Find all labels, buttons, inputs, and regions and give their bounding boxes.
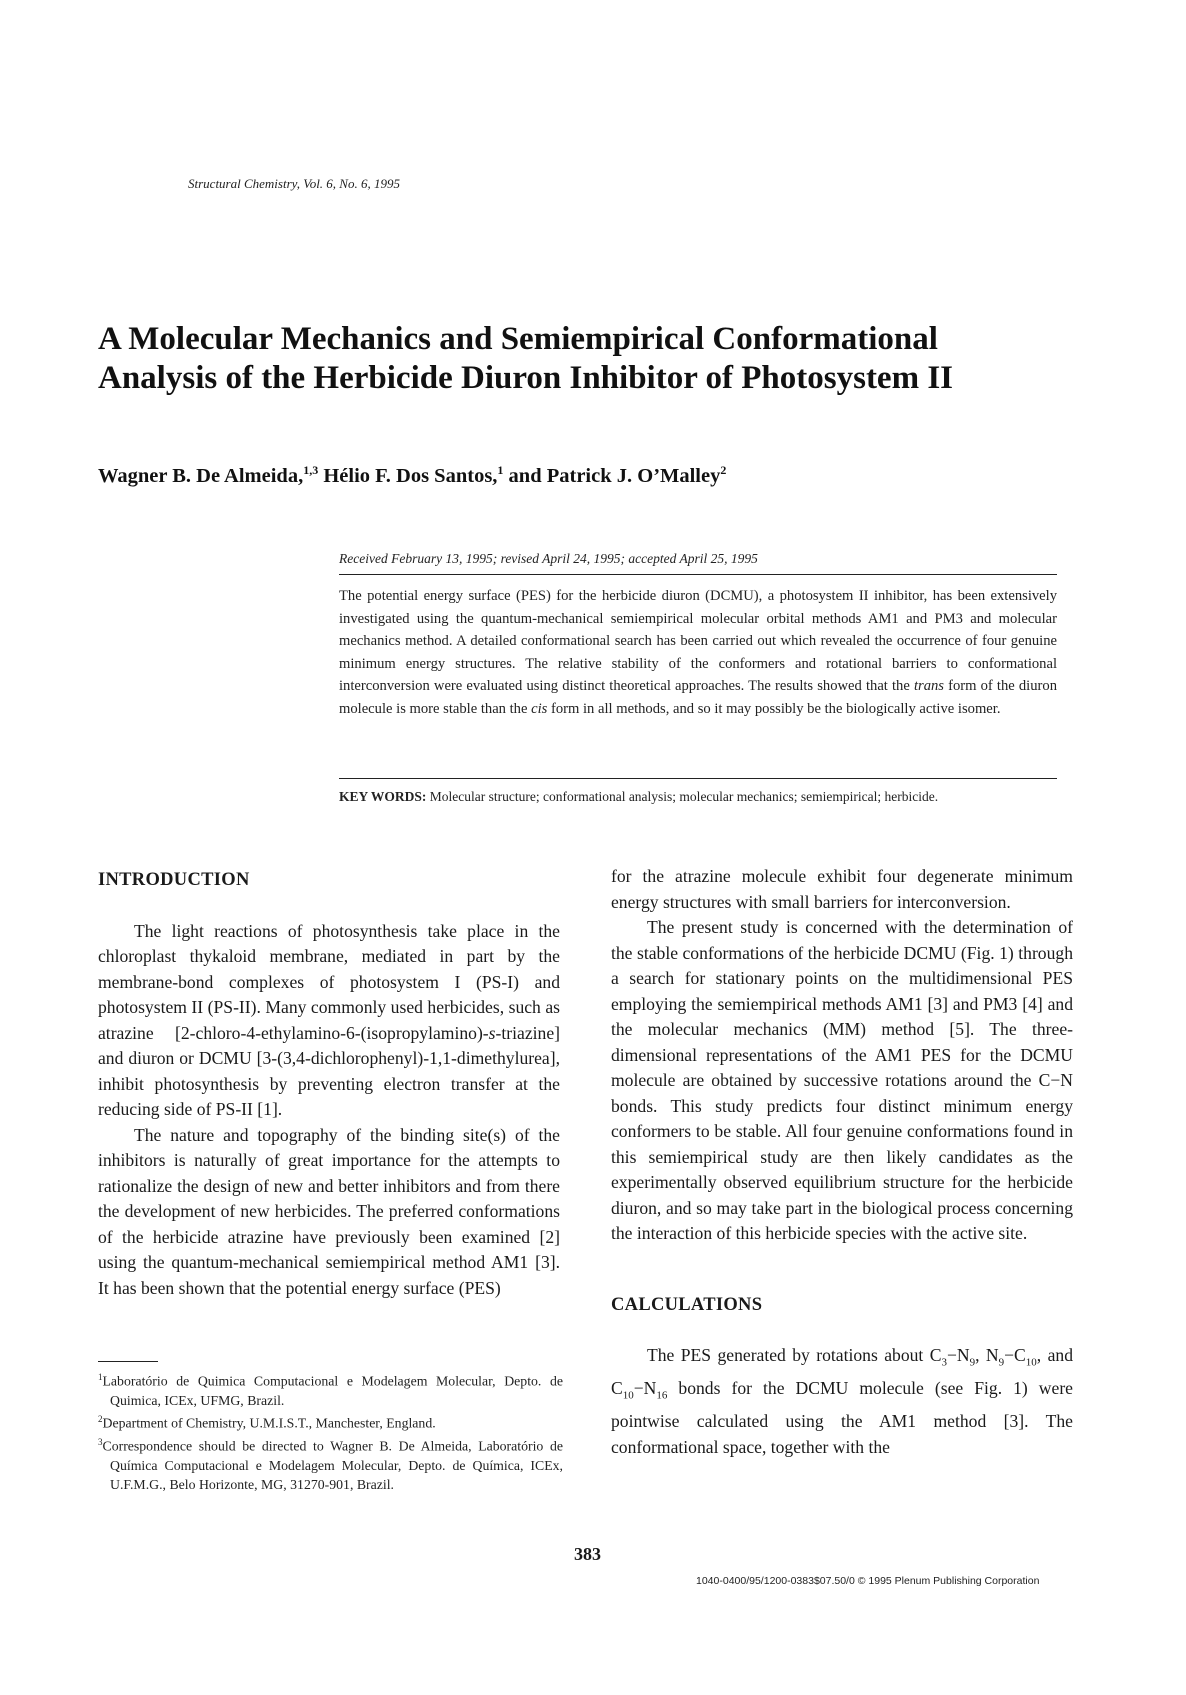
author-list: [98, 463, 726, 488]
received-dates: Received February 13, 1995; revised April 24, 1995; accepted April 25, 1995: [339, 551, 758, 566]
intro-paragraph-2: The nature and topography of the binding site(s) of the inhibitors is naturally of great importance for the attempts to rationalize the design of new and better inhibitors and from there the development of new herbicides. The preferred conformations of the herbicide atrazine have previously been examined [2] using the quantum-mechanical semiempirical method AM1 [3]. It has been shown that the potential energy surface (PES): [98, 1124, 560, 1298]
calc-sub-3: 9: [998, 1356, 1005, 1369]
abstract-trans: trans: [913, 678, 944, 694]
footnote-2-text: Department of Chemistry, U.M.I.S.T., Manchester, England.: [102, 1415, 436, 1431]
author-2: Hélio F. Dos Santos,: [323, 464, 498, 487]
abstract-text-3: form in all methods, and so it may possibly be the biologically active isomer.: [550, 700, 1001, 717]
abstract-text-1: The potential energy surface (PES) for the herbicide diuron (DCMU), a photosystem II inhibitor, has been extensively investigated using the quantum-mechanical semiempirical molecular orbital methods AM1 and PM3 and molecular mechanics method. A detailed conformational search has been carried out which revealed the occurrence of four genuine minimum energy structures. The relative stability of the conformers and rotational barriers to conformational interconversion were evaluated using distinct theoretical approaches. The results showed that the: [339, 588, 1057, 694]
footnote-rule: [98, 1361, 158, 1362]
intro-p1-text-a: The light reactions of photosynthesis take place in the chloroplast thykaloid membrane, mediated in part by the membrane-bond complexes of photosystem I (PS-I) and photosystem II (PS-II). Many commonly used herbicides, such as atrazine [2-chloro-4-ethylamino-6-(isopropylamino)-: [98, 920, 560, 1043]
calculations-paragraph-1: [611, 1343, 1073, 1460]
calc-sub-6: 16: [656, 1389, 668, 1402]
right-column: [611, 864, 1073, 1460]
journal-citation: Structural Chemistry, Vol. 6, No. 6, 1995: [188, 176, 400, 191]
calc-sub-2: 9: [969, 1356, 976, 1369]
left-column: [98, 868, 560, 1301]
author-2-affiliation: 1: [497, 463, 504, 477]
intro-p1-italic-s: s: [488, 1022, 496, 1043]
footnote-3: [98, 1433, 563, 1494]
author-3-affiliation: 2: [720, 463, 727, 477]
author-3: and Patrick J. O’Malley: [508, 464, 721, 487]
calc-sub-4: 10: [1025, 1356, 1037, 1369]
calc-text-1: The PES generated by rotations about C: [647, 1345, 942, 1365]
abstract-top-rule: [339, 574, 1057, 575]
calculations-heading: CALCULATIONS: [611, 1294, 763, 1315]
calc-text-7: bonds for the DCMU molecule (see Fig. 1) were pointwise calculated using the AM1 method [3]. The conformational space, together with the: [611, 1378, 1073, 1457]
abstract-text-2: form of the diuron molecule is more stable than the: [339, 678, 1057, 717]
calc-text-3: , N: [975, 1345, 999, 1365]
footnote-1: [98, 1368, 563, 1410]
keywords-text: Molecular structure; conformational analysis; molecular mechanics; semiempirical; herbicide.: [429, 789, 939, 804]
footnote-2-mark: 2: [98, 1414, 103, 1424]
footnotes: [98, 1368, 563, 1494]
title-line-2: Analysis of the Herbicide Diuron Inhibitor of Photosystem II: [98, 360, 954, 396]
page-number: 383: [574, 1544, 601, 1564]
keywords: [339, 787, 1057, 806]
intro-paragraph-3: for the atrazine molecule exhibit four degenerate minimum energy structures with small barriers for interconversion.: [611, 866, 1073, 912]
footnote-1-text: Laboratório de Quimica Computacional e Modelagem Molecular, Depto. de Quimica, ICEx, UFMG, Brazil.: [102, 1373, 563, 1408]
title-line-1: A Molecular Mechanics and Semiempirical Conformational: [98, 321, 938, 357]
intro-p1-text-b: -triazine] and diuron or DCMU [3-(3,4-dichlorophenyl)-1,1-dimethylurea], inhibit photosynthesis by preventing electron transfer at the reducing side of PS-II [1].: [98, 1022, 560, 1119]
footnote-3-mark: 3: [98, 1436, 103, 1447]
footnote-3-text: Correspondence should be directed to Wagner B. De Almeida, Laboratório de Química Computacional e Modelagem Molecular, Depto. de Química, ICEx, U.F.M.G., Belo Horizonte, MG, 31270-901, Brazil.: [102, 1438, 563, 1492]
footnote-2: [98, 1410, 563, 1433]
intro-paragraph-1: [98, 919, 560, 1123]
calc-text-2: −N: [946, 1345, 970, 1365]
calc-text-4: −C: [1004, 1345, 1026, 1365]
footnote-1-mark: 1: [98, 1372, 103, 1382]
calc-text-6: −N: [633, 1378, 657, 1399]
calc-sub-5: 10: [622, 1389, 634, 1402]
introduction-heading: INTRODUCTION: [98, 870, 250, 890]
calc-text-5: , and C: [611, 1345, 1074, 1399]
abstract-bottom-rule: [339, 778, 1057, 779]
intro-paragraph-4: The present study is concerned with the determination of the stable conformations of the herbicide DCMU (Fig. 1) through a search for stationary points on the multidimensional PES employing the semiempirical methods AM1 [3] and PM3 [4] and the molecular mechanics (MM) method [5]. The three-dimensional representations of the AM1 PES for the DCMU molecule are obtained by successive rotations around the C−N bonds. This study predicts four distinct minimum energy conformers to be stable. All four genuine conformations found in this semiempirical study are then likely candidates as the experimentally observed equilibrium structure for the herbicide diuron, and so may take part in the biological process concerning the interaction of this herbicide species with the active site.: [611, 917, 1073, 1243]
abstract-cis: cis: [531, 700, 548, 717]
abstract: [339, 585, 1057, 720]
author-1-affiliation: 1,3: [303, 463, 319, 477]
calc-sub-1: 3: [941, 1356, 947, 1369]
copyright-line: 1040-0400/95/1200-0383$07.50/0 © 1995 Plenum Publishing Corporation: [696, 1575, 1040, 1587]
paper-title: [98, 320, 1098, 398]
keywords-label: KEY WORDS:: [339, 789, 427, 804]
author-1: Wagner B. De Almeida,: [98, 464, 304, 487]
